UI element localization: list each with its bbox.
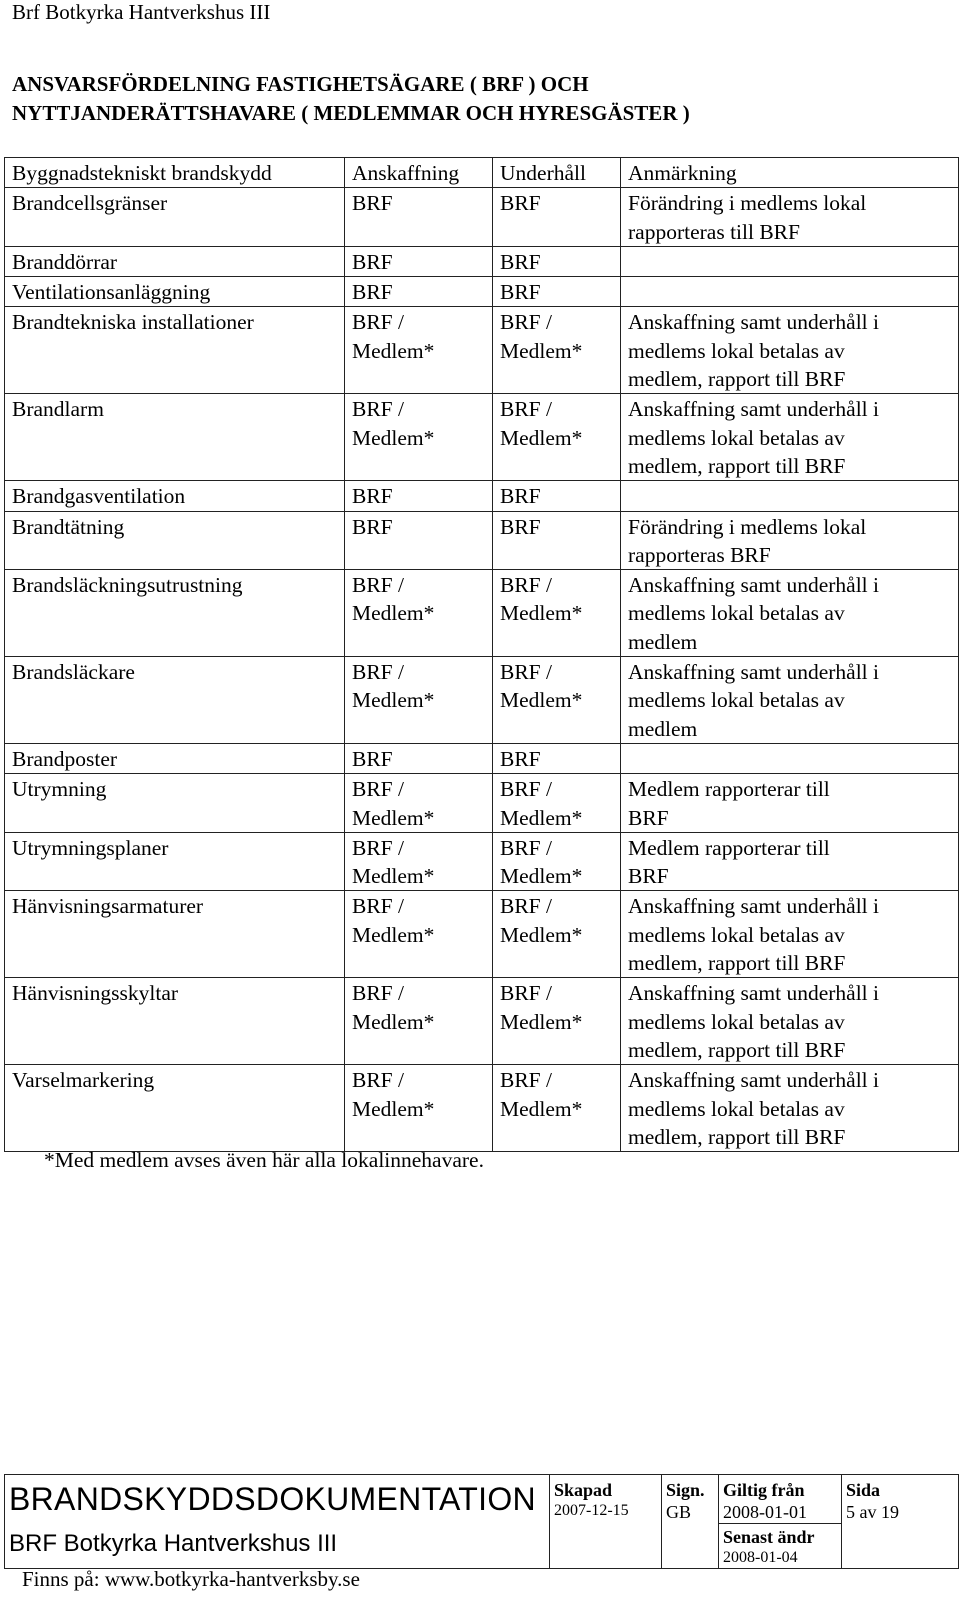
footer-sida-cell (842, 1475, 959, 1569)
table-row (5, 246, 959, 276)
senast-label: Senast ändr (723, 1527, 815, 1547)
header-cell: Underhåll (493, 158, 621, 188)
sida-label: Sida (846, 1480, 881, 1500)
senast-value: 2008-01-04 (723, 1549, 798, 1566)
anmarkning-cell (621, 481, 959, 511)
anmarkning-cell: Anskaffning samt underhåll i medlems lokal betalas av medlem (621, 570, 959, 657)
header-cell: Anskaffning (345, 158, 493, 188)
underhall-cell: BRF (493, 188, 621, 247)
table-row (5, 774, 959, 833)
footnote: *Med medlem avses även här alla lokalinnehavare. (44, 1148, 484, 1172)
header-cell: Byggnadstekniskt brandskydd (5, 158, 345, 188)
table-row (5, 978, 959, 1065)
underhall-cell: BRF (493, 743, 621, 773)
footer-giltig-cell (719, 1475, 842, 1524)
anskaffning-cell: BRF (345, 246, 493, 276)
anskaffning-cell: BRF / Medlem* (345, 774, 493, 833)
anmarkning-cell: Anskaffning samt underhåll i medlems lokal betalas av medlem, rapport till BRF (621, 394, 959, 481)
skapad-value: 2007-12-15 (554, 1502, 629, 1519)
anskaffning-cell: BRF / Medlem* (345, 832, 493, 891)
anmarkning-cell (621, 743, 959, 773)
anskaffning-cell: BRF / Medlem* (345, 891, 493, 978)
item-cell: Brandposter (5, 743, 345, 773)
underhall-cell: BRF / Medlem* (493, 1065, 621, 1152)
anskaffning-cell: BRF / Medlem* (345, 1065, 493, 1152)
sida-value: 5 av 19 (846, 1502, 899, 1522)
item-cell: Hänvisningsarmaturer (5, 891, 345, 978)
item-cell: Utrymning (5, 774, 345, 833)
sign-label: Sign. (666, 1480, 705, 1500)
responsibility-table (4, 157, 959, 1152)
footer-sign-cell (662, 1475, 719, 1569)
underhall-cell: BRF / Medlem* (493, 978, 621, 1065)
table-header-row (5, 158, 959, 188)
underhall-cell: BRF / Medlem* (493, 657, 621, 744)
table-row (5, 570, 959, 657)
footer-skapad-cell (550, 1475, 662, 1569)
anskaffning-cell: BRF (345, 743, 493, 773)
item-cell: Utrymningsplaner (5, 832, 345, 891)
underhall-cell: BRF / Medlem* (493, 832, 621, 891)
item-cell: Brandsläckare (5, 657, 345, 744)
footer-senast-cell (719, 1524, 842, 1569)
anmarkning-cell (621, 277, 959, 307)
footer-title-cell (5, 1475, 550, 1569)
website-line: Finns på: www.botkyrka-hantverksby.se (22, 1567, 360, 1591)
anmarkning-cell: Medlem rapporterar till BRF (621, 774, 959, 833)
anmarkning-cell: Anskaffning samt underhåll i medlems lokal betalas av medlem, rapport till BRF (621, 1065, 959, 1152)
item-cell: Brandgasventilation (5, 481, 345, 511)
anmarkning-cell: Anskaffning samt underhåll i medlems lokal betalas av medlem (621, 657, 959, 744)
table-row (5, 188, 959, 247)
item-cell: Brandsläckningsutrustning (5, 570, 345, 657)
anskaffning-cell: BRF (345, 277, 493, 307)
item-cell: Hänvisningsskyltar (5, 978, 345, 1065)
anskaffning-cell: BRF / Medlem* (345, 570, 493, 657)
footer (4, 1474, 958, 1569)
table-row (5, 832, 959, 891)
anskaffning-cell: BRF / Medlem* (345, 394, 493, 481)
table-row (5, 1065, 959, 1152)
anmarkning-cell: Medlem rapporterar till BRF (621, 832, 959, 891)
table-row (5, 394, 959, 481)
anskaffning-cell: BRF / Medlem* (345, 657, 493, 744)
anmarkning-cell: Förändring i medlems lokal rapporteras BRF (621, 511, 959, 570)
table-row (5, 511, 959, 570)
table-row (5, 657, 959, 744)
giltig-label: Giltig från (723, 1480, 805, 1500)
item-cell: Branddörrar (5, 246, 345, 276)
document-title: ANSVARSFÖRDELNING FASTIGHETSÄGARE ( BRF ) OCH NYTTJANDERÄTTSHAVARE ( MEDLEMMAR OCH HYRESGÄSTER ) (12, 72, 690, 125)
footer-org-name: BRF Botkyrka Hantverkshus III (9, 1530, 338, 1557)
anskaffning-cell: BRF (345, 511, 493, 570)
giltig-value: 2008-01-01 (723, 1502, 807, 1522)
anskaffning-cell: BRF (345, 188, 493, 247)
anskaffning-cell: BRF (345, 481, 493, 511)
table-row (5, 307, 959, 394)
footer-doc-name: BRANDSKYDDSDOKUMENTATION (9, 1481, 536, 1517)
anskaffning-cell: BRF / Medlem* (345, 307, 493, 394)
table-row (5, 481, 959, 511)
anmarkning-cell (621, 246, 959, 276)
table-row (5, 743, 959, 773)
item-cell: Varselmarkering (5, 1065, 345, 1152)
table-row (5, 277, 959, 307)
item-cell: Brandlarm (5, 394, 345, 481)
underhall-cell: BRF / Medlem* (493, 307, 621, 394)
sign-value: GB (666, 1502, 692, 1522)
underhall-cell: BRF (493, 481, 621, 511)
underhall-cell: BRF (493, 511, 621, 570)
underhall-cell: BRF (493, 246, 621, 276)
item-cell: Brandtätning (5, 511, 345, 570)
header-cell: Anmärkning (621, 158, 959, 188)
anmarkning-cell: Anskaffning samt underhåll i medlems lokal betalas av medlem, rapport till BRF (621, 307, 959, 394)
anmarkning-cell: Anskaffning samt underhåll i medlems lokal betalas av medlem, rapport till BRF (621, 978, 959, 1065)
underhall-cell: BRF / Medlem* (493, 774, 621, 833)
anmarkning-cell: Förändring i medlems lokal rapporteras till BRF (621, 188, 959, 247)
item-cell: Ventilationsanläggning (5, 277, 345, 307)
anmarkning-cell: Anskaffning samt underhåll i medlems lokal betalas av medlem, rapport till BRF (621, 891, 959, 978)
underhall-cell: BRF / Medlem* (493, 394, 621, 481)
underhall-cell: BRF / Medlem* (493, 570, 621, 657)
anskaffning-cell: BRF / Medlem* (345, 978, 493, 1065)
item-cell: Brandtekniska installationer (5, 307, 345, 394)
header-title: Brf Botkyrka Hantverkshus III (12, 0, 271, 24)
underhall-cell: BRF / Medlem* (493, 891, 621, 978)
item-cell: Brandcellsgränser (5, 188, 345, 247)
skapad-label: Skapad (554, 1480, 613, 1500)
table-row (5, 891, 959, 978)
underhall-cell: BRF (493, 277, 621, 307)
